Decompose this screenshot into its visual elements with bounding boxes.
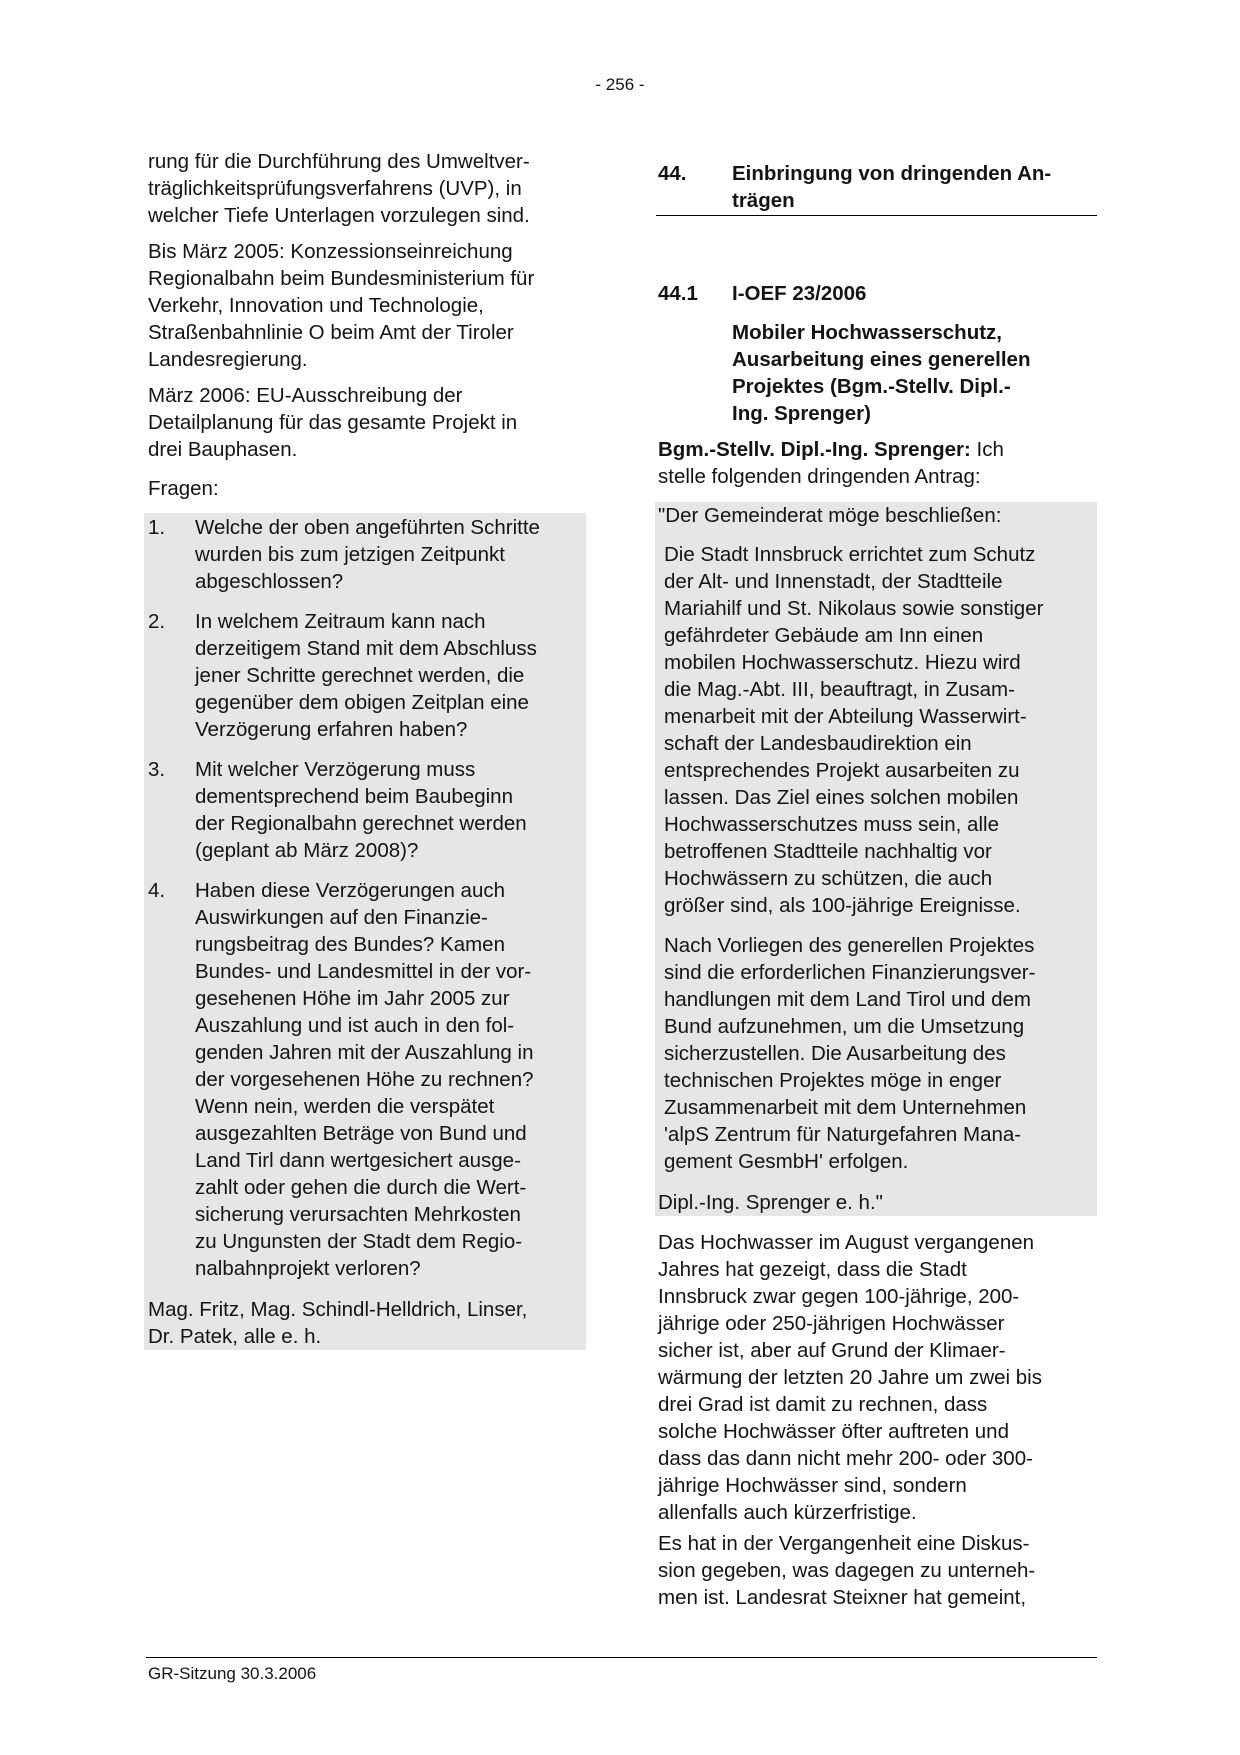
subsection-number: 44.1 xyxy=(658,282,698,305)
question-number: 1. xyxy=(148,516,166,539)
paragraph: Bis März 2005: Konzessionseinreichung Regionalbahn beim Bundesministerium für Verkehr, Innovation und Technologie, Straßenbahnlinie O beim Amt der Tiroler Landesregierung. xyxy=(148,240,535,371)
question-text: Welche der oben angeführten Schritte wurden bis zum jetzigen Zeitpunkt abgeschlossen? xyxy=(195,516,540,593)
section-divider xyxy=(656,215,1097,216)
speaker-paragraph xyxy=(658,436,1004,490)
footer-divider xyxy=(146,1657,1097,1658)
motion-paragraph: Die Stadt Innsbruck errichtet zum Schutz der Alt- und Innenstadt, der Stadtteile Mariahilf und St. Nikolaus sowie sonstiger gefährdeter Gebäude am Inn einen mobilen Hochwasserschutz. Hiezu wird die Mag.-Abt. III, beauftragt, in Zusam- menarbeit mit der Abteilung Wasserwirt- schaft der Landesbaudirektion ein entsprechendes Projekt ausarbeiten zu lassen. Das Ziel eines solchen mobilen Hochwasserschutzes muss sein, alle betroffenen Stadtteile nachhaltig vor Hochwässern zu schützen, die auch größer sind, als 100-jährige Ereignisse. xyxy=(664,543,1044,917)
motion-intro: "Der Gemeinderat möge beschließen: xyxy=(658,504,1002,527)
section-title: Einbringung von dringenden An- trägen xyxy=(732,162,1052,212)
subsection-title: Mobiler Hochwasserschutz, Ausarbeitung eines generellen Projektes (Bgm.-Stellv. Dipl.- Ing. Sprenger) xyxy=(732,321,1031,425)
questions-label: Fragen: xyxy=(148,477,219,500)
question-text: In welchem Zeitraum kann nach derzeitigem Stand mit dem Abschluss jener Schritte gerechnet werden, die gegenüber dem obigen Zeitplan eine Verzögerung erfahren haben? xyxy=(195,610,537,741)
section-number: 44. xyxy=(658,162,687,185)
footer-text: GR-Sitzung 30.3.2006 xyxy=(148,1664,317,1683)
question-number: 2. xyxy=(148,610,166,633)
paragraph: rung für die Durchführung des Umweltver- träglichkeitsprüfungsverfahrens (UVP), in welcher Tiefe Unterlagen vorzulegen sind. xyxy=(148,150,530,227)
subsection-id: I-OEF 23/2006 xyxy=(732,282,867,305)
question-number: 4. xyxy=(148,879,166,902)
paragraph: März 2006: EU-Ausschreibung der Detailplanung für das gesamte Projekt in drei Bauphasen. xyxy=(148,384,518,461)
question-text: Mit welcher Verzögerung muss dementsprechend beim Baubeginn der Regionalbahn gerechnet werden (geplant ab März 2008)? xyxy=(195,758,527,862)
speaker-text: Ich stelle folgenden dringenden Antrag: xyxy=(658,438,1004,488)
page-number: - 256 - xyxy=(595,75,645,94)
paragraph: Es hat in der Vergangenheit eine Diskus- sion gegeben, was dagegen zu unterneh- men ist. Landesrat Steixner hat gemeint, xyxy=(658,1532,1036,1609)
paragraph: Das Hochwasser im August vergangenen Jahres hat gezeigt, dass die Stadt Innsbruck zwar gegen 100-jährige, 200- jährige oder 250-jährigen Hochwässer sicher ist, aber auf Grund der Klimaer- wärmung der letzten 20 Jahre um zwei bis drei Grad ist damit zu rechnen, dass solche Hochwässer öfter auftreten und dass das dann nicht mehr 200- oder 300- jährige Hochwässer sind, sondern allenfalls auch kürzerfristige. xyxy=(658,1231,1042,1524)
signatures: Mag. Fritz, Mag. Schindl-Helldrich, Linser, Dr. Patek, alle e. h. xyxy=(148,1298,528,1348)
motion-paragraph: Nach Vorliegen des generellen Projektes sind die erforderlichen Finanzierungsver- handlungen mit dem Land Tirol und dem Bund aufzunehmen, um die Umsetzung sicherzustellen. Die Ausarbeitung des technischen Projektes möge in enger Zusammenarbeit mit dem Unternehmen 'alpS Zentrum für Naturgefahren Mana- gement GesmbH' erfolgen. xyxy=(664,934,1036,1173)
motion-signature: Dipl.-Ing. Sprenger e. h." xyxy=(658,1191,883,1214)
question-number: 3. xyxy=(148,758,166,781)
question-text: Haben diese Verzögerungen auch Auswirkungen auf den Finanzie- rungsbeitrag des Bundes? Kamen Bundes- und Landesmittel in der vor- gesehenen Höhe im Jahr 2005 zur Auszahlung und ist auch in den fol- genden Jahren mit der Auszahlung in der vorgesehenen Höhe zu rechnen? Wenn nein, werden die verspätet ausgezahlten Beträge von Bund und Land Tirl dann wertgesichert ausge- zahlt oder gehen die durch die Wert- sicherung verursachten Mehrkosten zu Ungunsten der Stadt dem Regio- nalbahnprojekt verloren? xyxy=(195,879,534,1280)
speaker-name: Bgm.-Stellv. Dipl.-Ing. Sprenger: xyxy=(658,438,971,461)
